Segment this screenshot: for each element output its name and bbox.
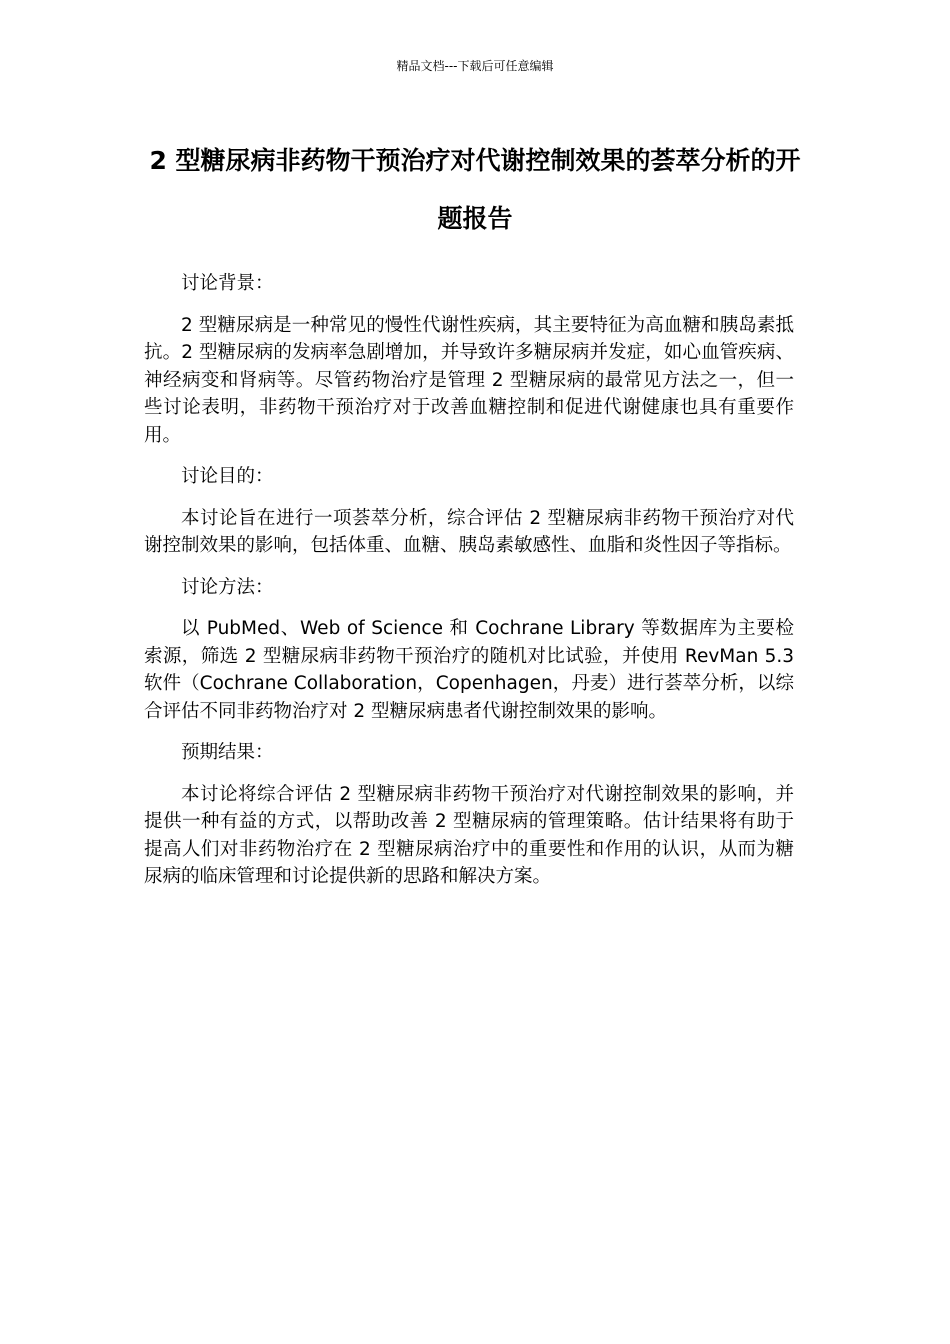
section-body-expected-results: 本讨论将综合评估 2 型糖尿病非药物干预治疗对代谢控制效果的影响，并提供一种有益的方式，以帮助改善 2 型糖尿病的管理策略。估计结果将有助于提高人们对非药物治疗在 2 型糖尿病治疗中的重要性和作用的认识，从而为糖尿病的临床管理和讨论提供新的思路和解决方案。 xyxy=(144,783,794,887)
section-heading-background: 讨论背景： xyxy=(181,273,274,294)
section-body-background: 2 型糖尿病是一种常见的慢性代谢性疾病，其主要特征为高血糖和胰岛素抵抗。2 型糖尿病的发病率急剧增加，并导致许多糖尿病并发症，如心血管疾病、神经病变和肾病等。尽管药物治疗是管理 2 型糖尿病的最常见方法之一，但一些讨论表明，非药物干预治疗对于改善血糖控制和促进代谢健康也具有重要作用。 xyxy=(144,314,794,446)
document-title: 2 型糖尿病非药物干预治疗对代谢控制效果的荟萃分析的开题报告 xyxy=(149,146,801,233)
section-body-method: 以 PubMed、Web of Science 和 Cochrane Library 等数据库为主要检索源，筛选 2 型糖尿病非药物干预治疗的随机对比试验，并使用 RevMan 5.3 软件（Cochrane Collaboration，Copenhagen，丹麦）进行荟萃分析，以综合评估不同非药物治疗对 2 型糖尿病患者代谢控制效果的影响。 xyxy=(144,618,794,722)
document-body xyxy=(144,270,794,905)
section-body-purpose: 本讨论旨在进行一项荟萃分析，综合评估 2 型糖尿病非药物干预治疗对代谢控制效果的影响，包括体重、血糖、胰岛素敏感性、血脂和炎性因子等指标。 xyxy=(144,507,794,556)
section-heading-method: 讨论方法： xyxy=(181,576,274,598)
header-note: 精品文档---下载后可任意编辑 xyxy=(396,59,554,73)
section-heading-purpose: 讨论目的： xyxy=(181,466,274,487)
section-heading-expected-results: 预期结果： xyxy=(181,742,274,763)
